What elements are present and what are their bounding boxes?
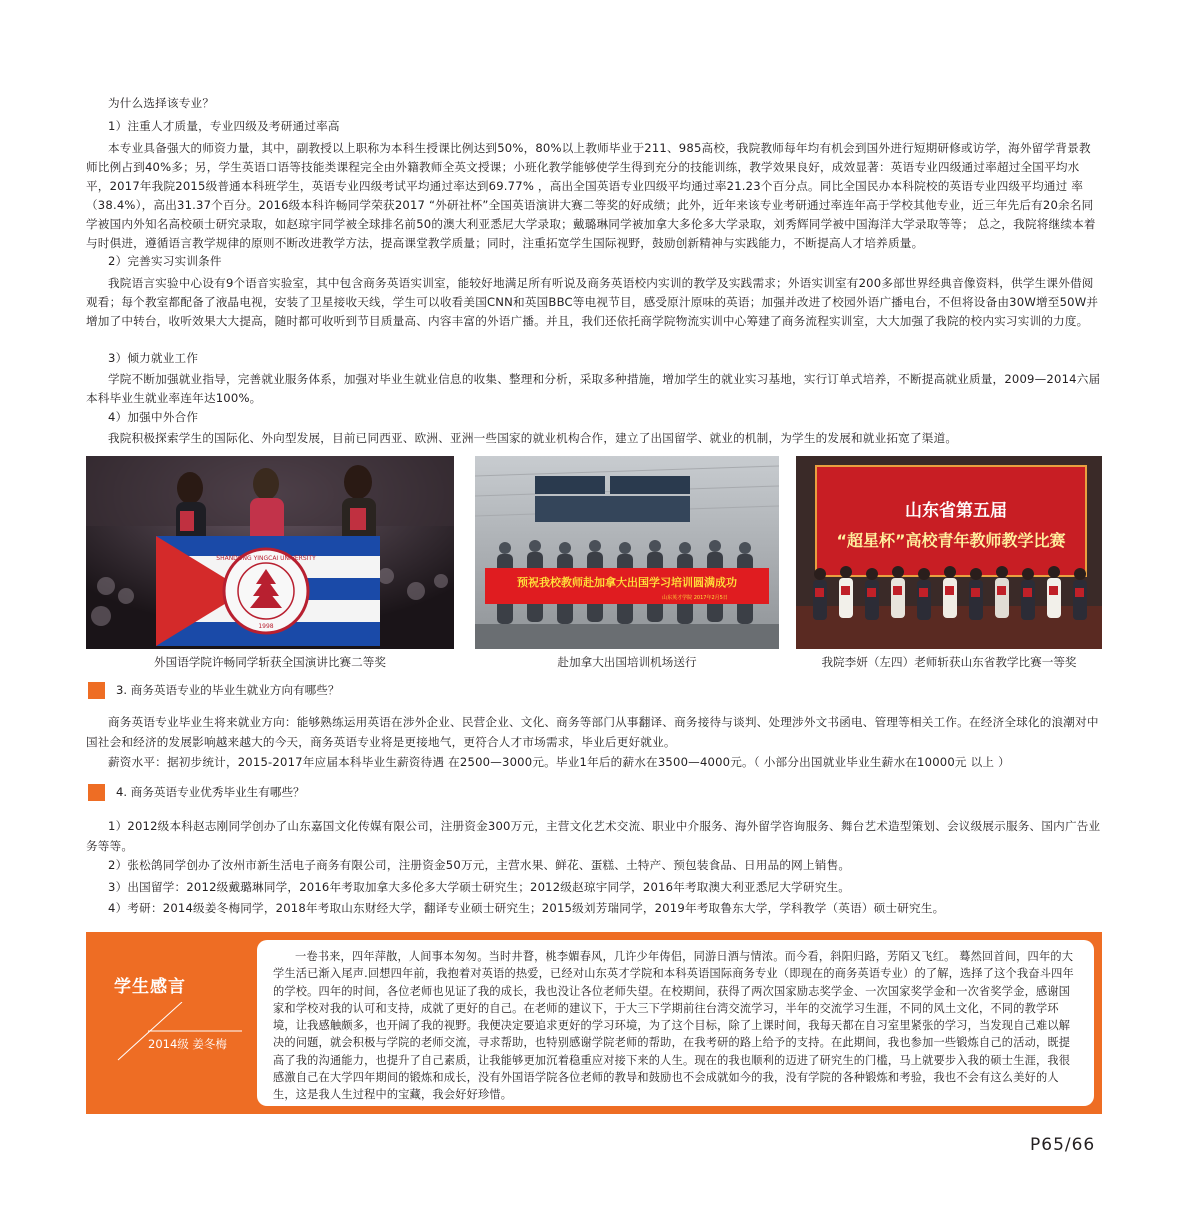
testimonial-signature: 2014级 姜冬梅: [148, 1037, 227, 1051]
section-4-heading: 4. 商务英语专业优秀毕业生有哪些？: [116, 785, 305, 799]
graduate-item-1: 1）2012级本科赵志刚同学创办了山东嘉国文化传媒有限公司，注册资金300万元，主营文化艺术交流、职业中介服务、海外留学咨询服务、舞台艺术造型策划、会议级展示服务、国内广告业务等等。: [86, 819, 1101, 853]
screen-line-1: 山东省第五届: [905, 501, 1007, 521]
intro-question: 为什么选择该专业？: [108, 96, 215, 110]
section-2-title: 2）完善实习实训条件: [108, 254, 222, 268]
photo-speech-contest: [86, 456, 454, 649]
section-3-heading: 3. 商务英语专业的毕业生就业方向有哪些？: [116, 683, 340, 697]
section-4-body: 我院积极探索学生的国际化、外向型发展，目前已同西亚、欧洲、亚洲一些国家的就业机构合作，建立了出国留学、就业的机制，为学生的发展和就业拓宽了渠道。: [108, 431, 958, 445]
flag-year: 1998: [258, 623, 274, 630]
testimonial-title: 学生感言: [114, 977, 186, 997]
graduate-item-3: 3）出国留学：2012级戴璐琳同学，2016年考取加拿大多伦多大学硕士研究生；2012级赵琼宇同学，2016年考取澳大利亚悉尼大学研究生。: [108, 880, 851, 894]
testimonial-quote-box: [257, 940, 1094, 1106]
section-3-paragraph-2: 薪资水平：据初步统计，2015-2017年应届本科毕业生薪资待遇 在2500—3000元。毕业1年后的薪水在3500—4000元。（ 小部分出国就业毕业生薪水在10000元 以上 ）: [108, 755, 1010, 769]
section-1-body: 本专业具备强大的师资力量，其中，副教授以上职称为本科生授课比例达到50%，80%以上教师毕业于211、985高校，我院教师每年均有机会到国外进行短期研修或访学，海外留学背景教师比例占到40%多；另，学生英语口语等技能类课程完全由外籍教师全英文授课；小班化教学能够使学生得到充分的技能训练，教学效果良好，成效显著：英语专业四级通过率超过全国平均水平，2017年我院2015级普通本科班学生，英语专业四级考试平均通过率达到69.77% ，高出全国英语专业四级平均通过率21.23个百分点。同比全国民办本科院校的英语专业四级平均通过 率（38.4%），高出31.37个百分。2016级本科许畅同学荣获2017 “外研社杯”全国英语演讲大赛二等奖的好成绩；此外，近年来该专业考研通过率连年高于学校其他专业，近三年先后有20余名同学被国内外知名高校硕士研究录取，如赵琼宇同学被全球排名前50的澳大利亚悉尼大学录取；戴璐琳同学被加拿大多伦多大学录取，刘秀辉同学被中国海洋大学录取等等； 总之，我院将继续本着与时俱进，遵循语言教学规律的原则不断改进教学方法，提高课堂教学质量；同时，注重拓宽学生国际视野，鼓励创新精神与实践能力，不断提高人才培养质量。: [86, 141, 1096, 250]
section-2-body: 我院语言实验中心设有9个语音实验室，其中包含商务英语实训室，能较好地满足所有听说及商务英语校内实训的教学及实践需求；外语实训室有200多部世界经典音像资料，供学生课外借阅观看；每个教室都配备了液晶电视，安装了卫星接收天线，学生可以收看美国CNN和英国BBC等电视节目，感受原汁原味的英语；加强并改进了校园外语广播电台，不但将设备由30W增至50W并增加了中转台，收听效果大大提高，随时都可收听到节目质量高、内容丰富的外语广播。并且，我们还依托商学院物流实训中心筹建了商务流程实训室，大大加强了我院的校内实习实训的力度。: [86, 276, 1099, 328]
flag-text: SHANDONG YINGCAI UNIVERSITY: [216, 555, 316, 562]
photo-teaching-award: [796, 456, 1102, 649]
section-marker-square: [88, 784, 105, 801]
screen-line-2: “超星杯”高校青年教师教学比赛: [836, 531, 1066, 550]
testimonial-text: 一卷书来，四年萍散，人间事本匆匆。当时井瞀，桃李媚春风，几许少年俦侣，同游日酒与情浓。而今看，斜阳归路，芳陌又飞红。 蓦然回首间，四年的大学生活已渐入尾声.回想四年前，我抱着对英语的热爱，已经对山东英才学院和本科英语国际商务专业（即现在的商务英语专业）的了解，选择了这个我奋斗四年的学校。四年的时间，各位老师也见证了我的成长，我也没让各位老师失望。在校期间，获得了两次国家励志奖学金、一次国家奖学金和一次省奖学金，感谢国家和学校对我的认可和支持，成就了更好的自己。在老师的建议下，于大三下学期前往台湾交流学习，半年的交流学习生涯，不同的风土文化，不同的教学环境，让我感触颇多，也开阔了我的视野。我便决定要追求更好的学习环境，为了这个目标，除了上课时间，我每天都在自习室里紧张的学习，当发现自己难以解决的问题，就会积极与学院的老师交流，寻求帮助，也特别感谢学院老师的帮助，在我考研的路上给予的支持。在此期间，我也参加一些锻炼自己的活动，既提高了我的沟通能力，也提升了自己素质，让我能够更加沉着稳重应对接下来的人生。现在的我也顺利的迈进了研究生的门槛，马上就要步入我的硕士生涯，我很感激自己在大学四年期间的锻炼和成长，没有外国语学院各位老师的教导和鼓励也不会成就如今的我，没有学院的各种锻炼和考验，我也不会有这么美好的人生，这是我人生过程中的宝藏，我会好好珍惜。: [273, 950, 1074, 1102]
university-flag: [156, 536, 380, 646]
caption-photo-3: 我院李妍（左四）老师斩获山东省教学比赛一等奖: [821, 655, 1077, 669]
award-screen: [816, 466, 1086, 576]
graduate-item-2: 2）张松鸽同学创办了汝州市新生活电子商务有限公司，注册资金50万元，主营水果、鲜花、蛋糕、土特产、预包装食品、日用品的网上销售。: [108, 858, 851, 872]
section-3-paragraph-1: 商务英语专业毕业生将来就业方向：能够熟练运用英语在涉外企业、民营企业、文化、商务等部门从事翻译、商务接待与谈判、处理涉外文书函电、管理等相关工作。在经济全球化的浪潮对中国社会和经济的发展影响越来越大的今天，商务英语专业将是更接地气，更符合人才市场需求，毕业后更好就业。: [86, 715, 1099, 749]
section-4-title: 4）加强中外合作: [108, 410, 199, 424]
banner-text: 预祝我校教师赴加拿大出国学习培训圆满成功: [517, 576, 737, 589]
banner-subtext: 山东英才学院 2017年2月5日: [662, 595, 728, 601]
caption-photo-2: 赴加拿大出国培训机场送行: [557, 655, 697, 669]
photo-airport-farewell: [475, 456, 779, 649]
caption-photo-1: 外国语学院许畅同学斩获全国演讲比赛二等奖: [154, 655, 386, 669]
page-number: P65/66: [1030, 1135, 1096, 1155]
section-3-body: 学院不断加强就业指导，完善就业服务体系，加强对毕业生就业信息的收集、整理和分析，采取多种措施，增加学生的就业实习基地，实行订单式培养，不断提高就业质量，2009—2014六届本科毕业生就业率连年达100%。: [86, 372, 1101, 405]
graduate-item-4: 4）考研：2014级姜冬梅同学，2018年考取山东财经大学，翻译专业硕士研究生；2015级刘芳瑞同学，2019年考取鲁东大学，学科教学（英语）硕士研究生。: [108, 901, 945, 915]
section-3-title: 3）倾力就业工作: [108, 351, 199, 365]
diagonal-divider: [100, 1002, 250, 1062]
section-marker-square: [88, 682, 105, 699]
section-1-title: 1）注重人才质量，专业四级及考研通过率高: [108, 119, 340, 133]
